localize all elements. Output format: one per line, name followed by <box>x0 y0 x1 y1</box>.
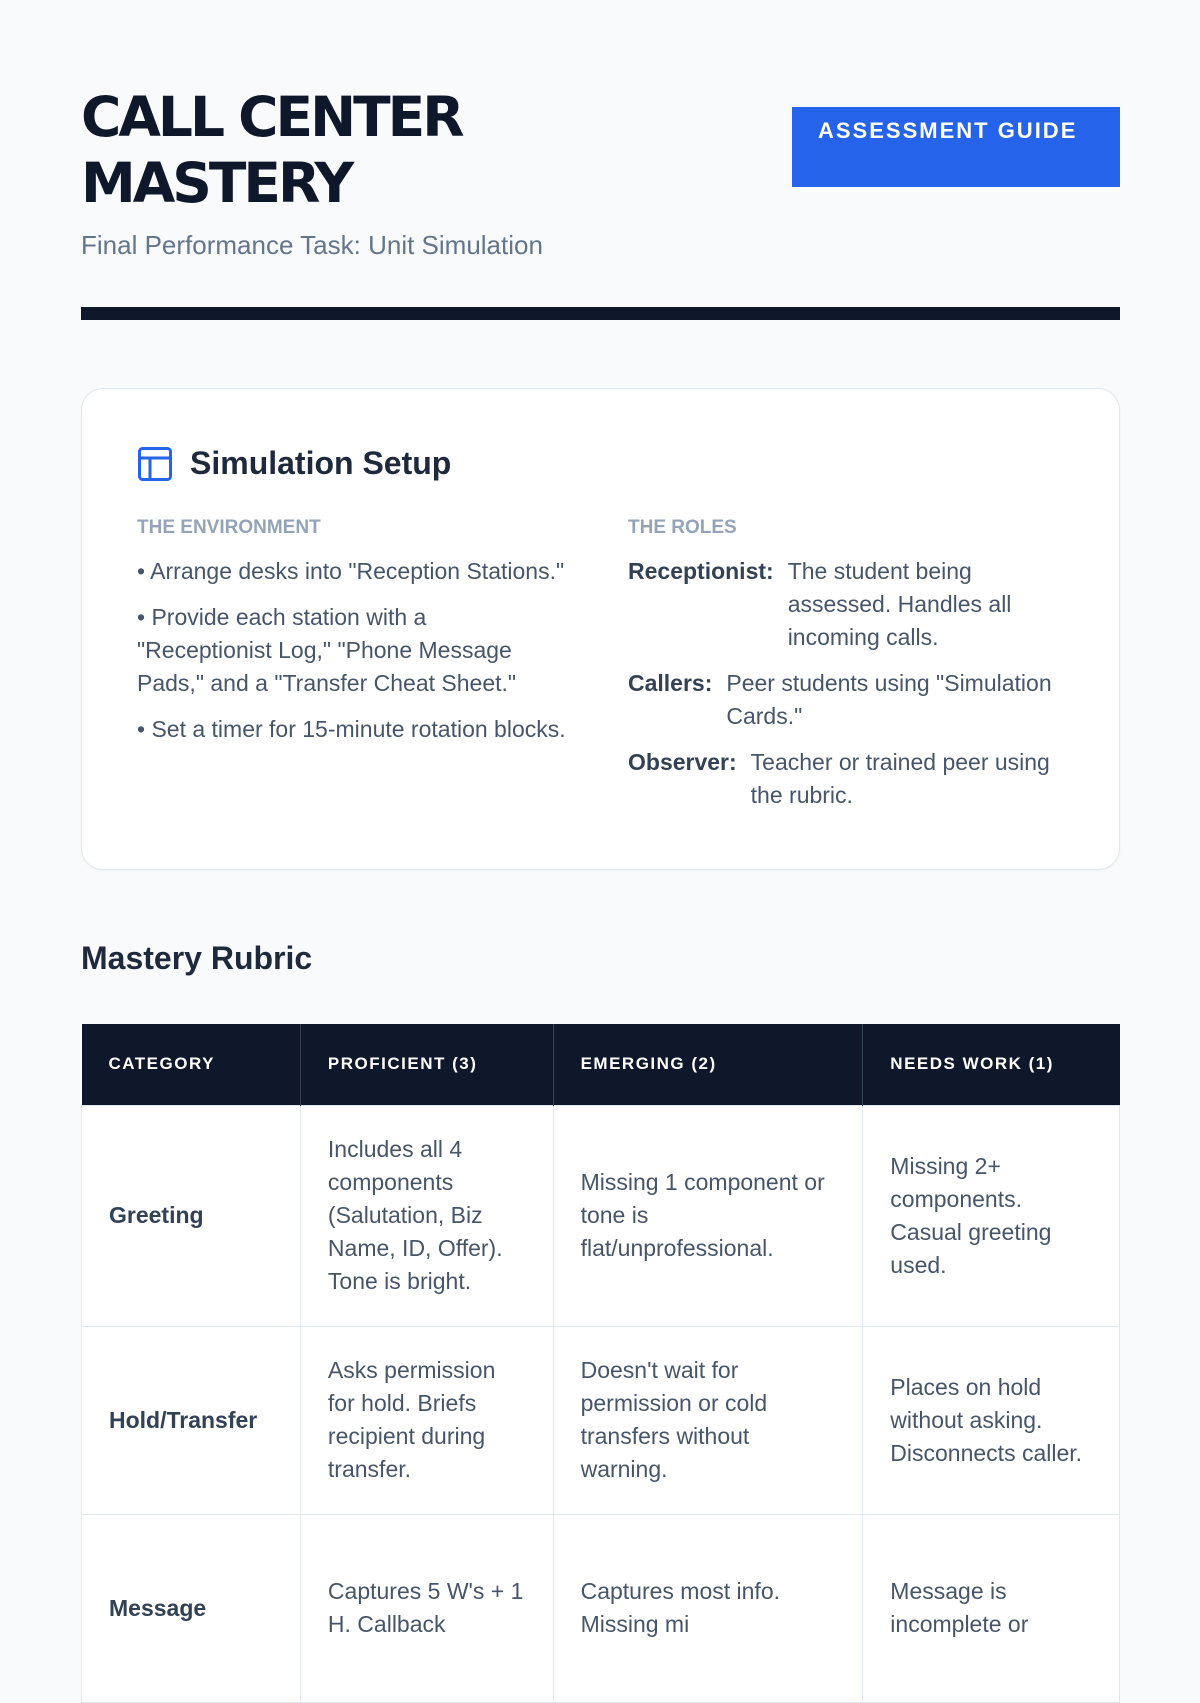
roles-column <box>628 517 1068 825</box>
role-name: Receptionist: <box>628 558 774 584</box>
role-description: The student being assessed. Handles all incoming calls. <box>787 558 1012 650</box>
needs-work-cell: Places on hold without asking. Disconnects caller. <box>863 1326 1120 1514</box>
header <box>81 0 1119 322</box>
category-cell: Hold/Transfer <box>82 1326 301 1514</box>
emerging-cell: Missing 1 component or tone is flat/unprofessional. <box>553 1105 863 1326</box>
role-description: Teacher or trained peer using the rubric. <box>750 749 1050 808</box>
needs-work-cell: Message is incomplete or <box>863 1514 1120 1702</box>
simulation-setup-card <box>81 388 1120 870</box>
proficient-cell: Asks permission for hold. Briefs recipient during transfer. <box>300 1326 553 1514</box>
environment-label: THE ENVIRONMENT <box>137 517 321 538</box>
column-header-needs-work: NEEDS WORK (1) <box>863 1024 1120 1105</box>
header-divider <box>81 307 1120 320</box>
environment-item: • Provide each station with a "Receptionist Log," "Phone Message Pads," and a "Transfer Cheat Sheet." <box>137 604 517 696</box>
environment-item: • Arrange desks into "Reception Stations." <box>137 558 565 584</box>
emerging-cell: Doesn't wait for permission or cold transfers without warning. <box>553 1326 863 1514</box>
role-item <box>628 746 1068 812</box>
emerging-cell: Captures most info. Missing mi <box>553 1514 863 1702</box>
role-name: Callers: <box>628 670 713 696</box>
column-header-proficient: PROFICIENT (3) <box>300 1024 553 1105</box>
assessment-guide-badge: ASSESSMENT GUIDE <box>792 107 1120 187</box>
table-row <box>82 1514 1120 1702</box>
role-name: Observer: <box>628 749 737 775</box>
setup-title: Simulation Setup <box>190 445 452 481</box>
column-header-emerging: EMERGING (2) <box>553 1024 863 1105</box>
role-item <box>628 667 1068 733</box>
card-header <box>137 445 451 482</box>
category-cell: Greeting <box>82 1105 301 1326</box>
table-row <box>82 1326 1120 1514</box>
table-row <box>82 1105 1120 1326</box>
proficient-cell: Captures 5 W's + 1 H. Callback <box>300 1514 553 1702</box>
page-subtitle: Final Performance Task: Unit Simulation <box>81 230 543 260</box>
table-header-row <box>82 1024 1120 1105</box>
role-item <box>628 555 1068 654</box>
environment-item: • Set a timer for 15-minute rotation blocks. <box>137 716 566 742</box>
environment-column <box>137 517 567 759</box>
proficient-cell: Includes all 4 components (Salutation, Biz Name, ID, Offer). Tone is bright. <box>300 1105 553 1326</box>
layout-icon <box>137 446 173 482</box>
category-cell: Message <box>82 1514 301 1702</box>
roles-label: THE ROLES <box>628 517 737 538</box>
mastery-rubric-table <box>81 1024 1120 1703</box>
needs-work-cell: Missing 2+ components. Casual greeting used. <box>863 1105 1120 1326</box>
column-header-category: CATEGORY <box>82 1024 301 1105</box>
role-description: Peer students using "Simulation Cards." <box>726 670 1052 729</box>
rubric-title: Mastery Rubric <box>81 940 313 976</box>
page-title: CALL CENTER MASTERY <box>81 85 462 215</box>
